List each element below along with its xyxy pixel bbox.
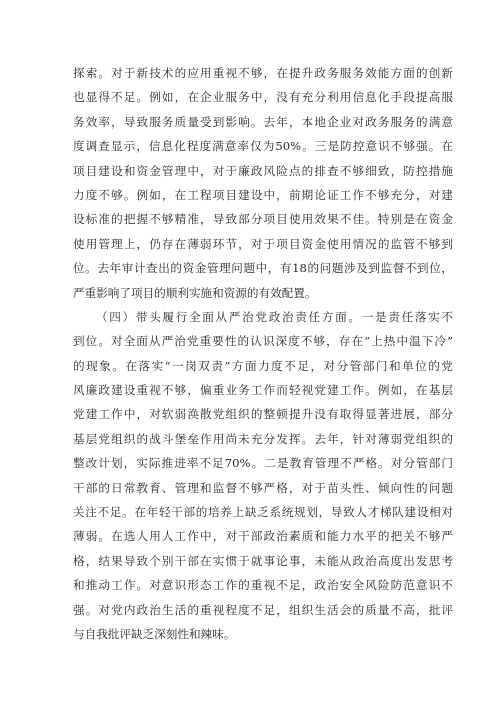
text-line: 党建工作中，对软弱涣散党组织的整顿提升没有取得显著进展，部分 <box>73 407 453 422</box>
text-line: 使用管理上，仍存在薄弱环节，对于项目资金使用情况的监管不够到 <box>73 236 453 251</box>
text-line: 务效率，导致服务质量受到影响。去年，本地企业对政务服务的满意 <box>73 114 453 129</box>
paragraph-end-line: 与自我批评缺乏深刻性和辣味。 <box>73 626 236 641</box>
text-line: 薄弱。在选人用人工作中，对干部政治素质和能力水平的把关不够严 <box>73 529 453 544</box>
text-line: 度调查显示，信息化程度满意率仅为50%。三是防控意识不够强。在 <box>73 139 453 154</box>
text-line: 也显得不足。例如，在企业服务中，没有充分利用信息化手段提高服 <box>73 90 453 105</box>
text-line: 关注不足。在年轻干部的培养上缺乏系统规划，导致人才梯队建设相对 <box>73 505 453 520</box>
text-line: 到位。对全面从严治党重要性的认识深度不够，存在“上热中温下冷” <box>73 334 453 349</box>
text-line: 风廉政建设重视不够，偏重业务工作而轻视党建工作。例如，在基层 <box>73 383 453 398</box>
text-line: 设标准的把握不够精准，导致部分项目使用效果不佳。特别是在资金 <box>73 212 453 227</box>
section-heading-line: （四）带头履行全面从严治党政治责任方面。一是责任落实不 <box>96 309 453 324</box>
text-line: 位。去年审计查出的资金管理问题中，有18的问题涉及到监督不到位， <box>73 261 453 276</box>
text-line: 格，结果导致个别干部在实惯于就事论事，未能从政治高度出发思考 <box>73 553 453 568</box>
body-text <box>73 61 453 646</box>
text-line: 整改计划，实际推进率不足70%。二是教育管理不严格。对分管部门 <box>73 456 453 471</box>
text-line: 强。对党内政治生活的重视程度不足，组织生活会的质量不高，批评 <box>73 602 453 617</box>
text-line: 和推动工作。对意识形态工作的重视不足，政治安全风险防范意识不 <box>73 578 453 593</box>
text-line: 探索。对于新技术的应用重视不够，在提升政务服务效能方面的创新 <box>73 66 453 80</box>
paragraph-end-line: 严重影响了项目的顺利实施和资源的有效配置。 <box>73 285 317 300</box>
text-line: 项目建设和资金管理中，对于廉政风险点的排查不够细致，防控措施 <box>73 163 453 178</box>
text-line: 干部的日常教育、管理和监督不够严格，对于苗头性、倾向性的问题 <box>73 480 453 495</box>
text-line: 基层党组织的战斗堡垒作用尚未充分发挥。去年，针对薄弱党组织的 <box>73 431 453 446</box>
text-line: 的现象。在落实“一岗双责”方面力度不足，对分管部门和单位的党 <box>73 358 453 373</box>
text-line: 力度不够。例如，在工程项目建设中，前期论证工作不够充分，对建 <box>73 187 453 202</box>
